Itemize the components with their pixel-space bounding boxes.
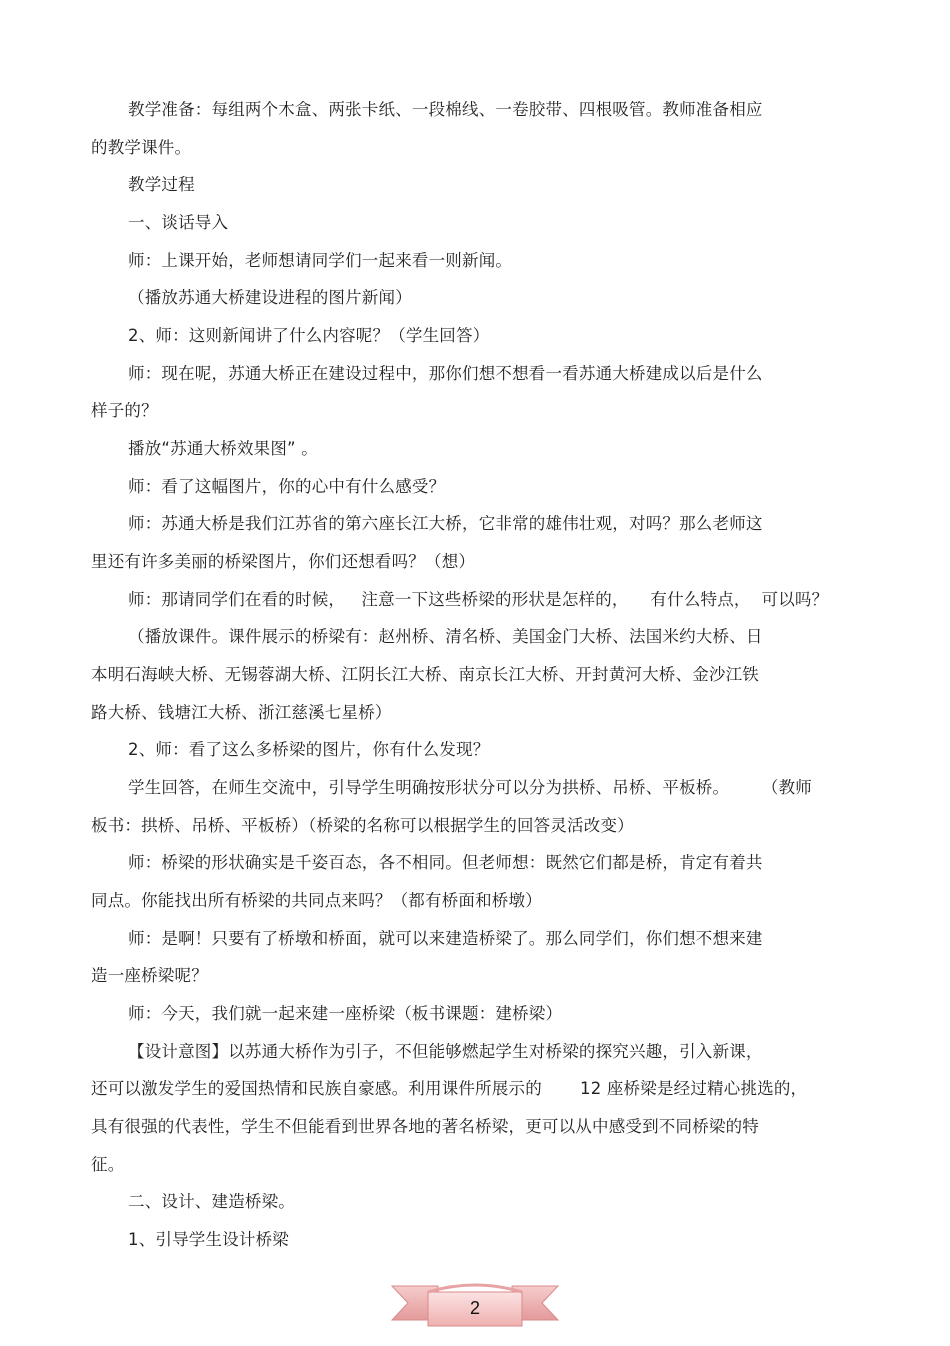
text-line: 样子的？ [91, 401, 158, 420]
text-line: 同点。你能找出所有桥梁的共同点来吗？（都有桥面和桥墩） [91, 891, 542, 910]
page-footer [390, 1268, 560, 1346]
text-line: 教学准备：每组两个木盒、两张卡纸、一段棉线、一卷胶带、四根吸管。教师准备相应 [128, 100, 763, 119]
text-line: 师：上课开始，老师想请同学们一起来看一则新闻。 [128, 251, 513, 270]
text-line: 师：苏通大桥是我们江苏省的第六座长江大桥，它非常的雄伟壮观，对吗？那么老师这 [128, 514, 763, 533]
text-line: 师：现在呢，苏通大桥正在建设过程中，那你们想不想看一看苏通大桥建成以后是什么 [128, 364, 763, 383]
text-line: （播放苏通大桥建设进程的图片新闻） [128, 288, 412, 307]
text-line: 师：看了这幅图片，你的心中有什么感受？ [128, 477, 446, 496]
text-line: 2、师：看了这么多桥梁的图片，你有什么发现？ [128, 740, 490, 759]
text-line: 师：是啊！只要有了桥墩和桥面，就可以来建造桥梁了。那么同学们，你们想不想来建 [128, 929, 763, 948]
text-line: 学生回答，在师生交流中，引导学生明确按形状分可以分为拱桥、吊桥、平板桥。 （教师 [128, 778, 812, 797]
text-line: 一、谈话导入 [128, 213, 229, 232]
text-line: 还可以激发学生的爱国热情和民族自豪感。利用课件所展示的 12 座桥梁是经过精心挑选的， [91, 1079, 808, 1098]
text-line: 里还有许多美丽的桥梁图片，你们还想看吗？（想） [91, 552, 476, 571]
text-line: 教学过程 [128, 175, 195, 194]
text-line: 师：今天，我们就一起来建一座桥梁（板书课题：建桥梁） [128, 1004, 563, 1023]
text-line: 二、设计、建造桥梁。 [128, 1192, 295, 1211]
text-line: 征。 [91, 1155, 125, 1174]
text-line: （播放课件。课件展示的桥梁有：赵州桥、清名桥、美国金门大桥、法国米约大桥、日 [128, 627, 763, 646]
text-line: 【设计意图】以苏通大桥作为引子，不但能够燃起学生对桥梁的探究兴趣，引入新课， [128, 1042, 763, 1061]
text-line: 造一座桥梁呢？ [91, 966, 208, 985]
text-line: 师：桥梁的形状确实是千姿百态，各不相同。但老师想：既然它们都是桥，肯定有着共 [128, 853, 763, 872]
text-line: 1、引导学生设计桥梁 [128, 1230, 289, 1249]
text-line: 播放“苏通大桥效果图” 。 [128, 439, 318, 458]
page-number: 2 [469, 1298, 480, 1318]
text-line: 板书：拱桥、吊桥、平板桥）（桥梁的名称可以根据学生的回答灵活改变） [91, 816, 634, 835]
text-line: 的教学课件。 [91, 138, 192, 157]
text-line: 师：那请同学们在看的时候， 注意一下这些桥梁的形状是怎样的， 有什么特点， 可以吗？ [128, 590, 829, 609]
text-line: 2、师：这则新闻讲了什么内容呢？（学生回答） [128, 326, 490, 345]
text-line: 具有很强的代表性，学生不但能看到世界各地的著名桥梁，更可以从中感受到不同桥梁的特 [91, 1117, 759, 1136]
text-line: 本明石海峡大桥、无锡蓉湖大桥、江阴长江大桥、南京长江大桥、开封黄河大桥、金沙江铁 [91, 665, 759, 684]
text-line: 路大桥、钱塘江大桥、浙江慈溪七星桥） [91, 703, 392, 722]
